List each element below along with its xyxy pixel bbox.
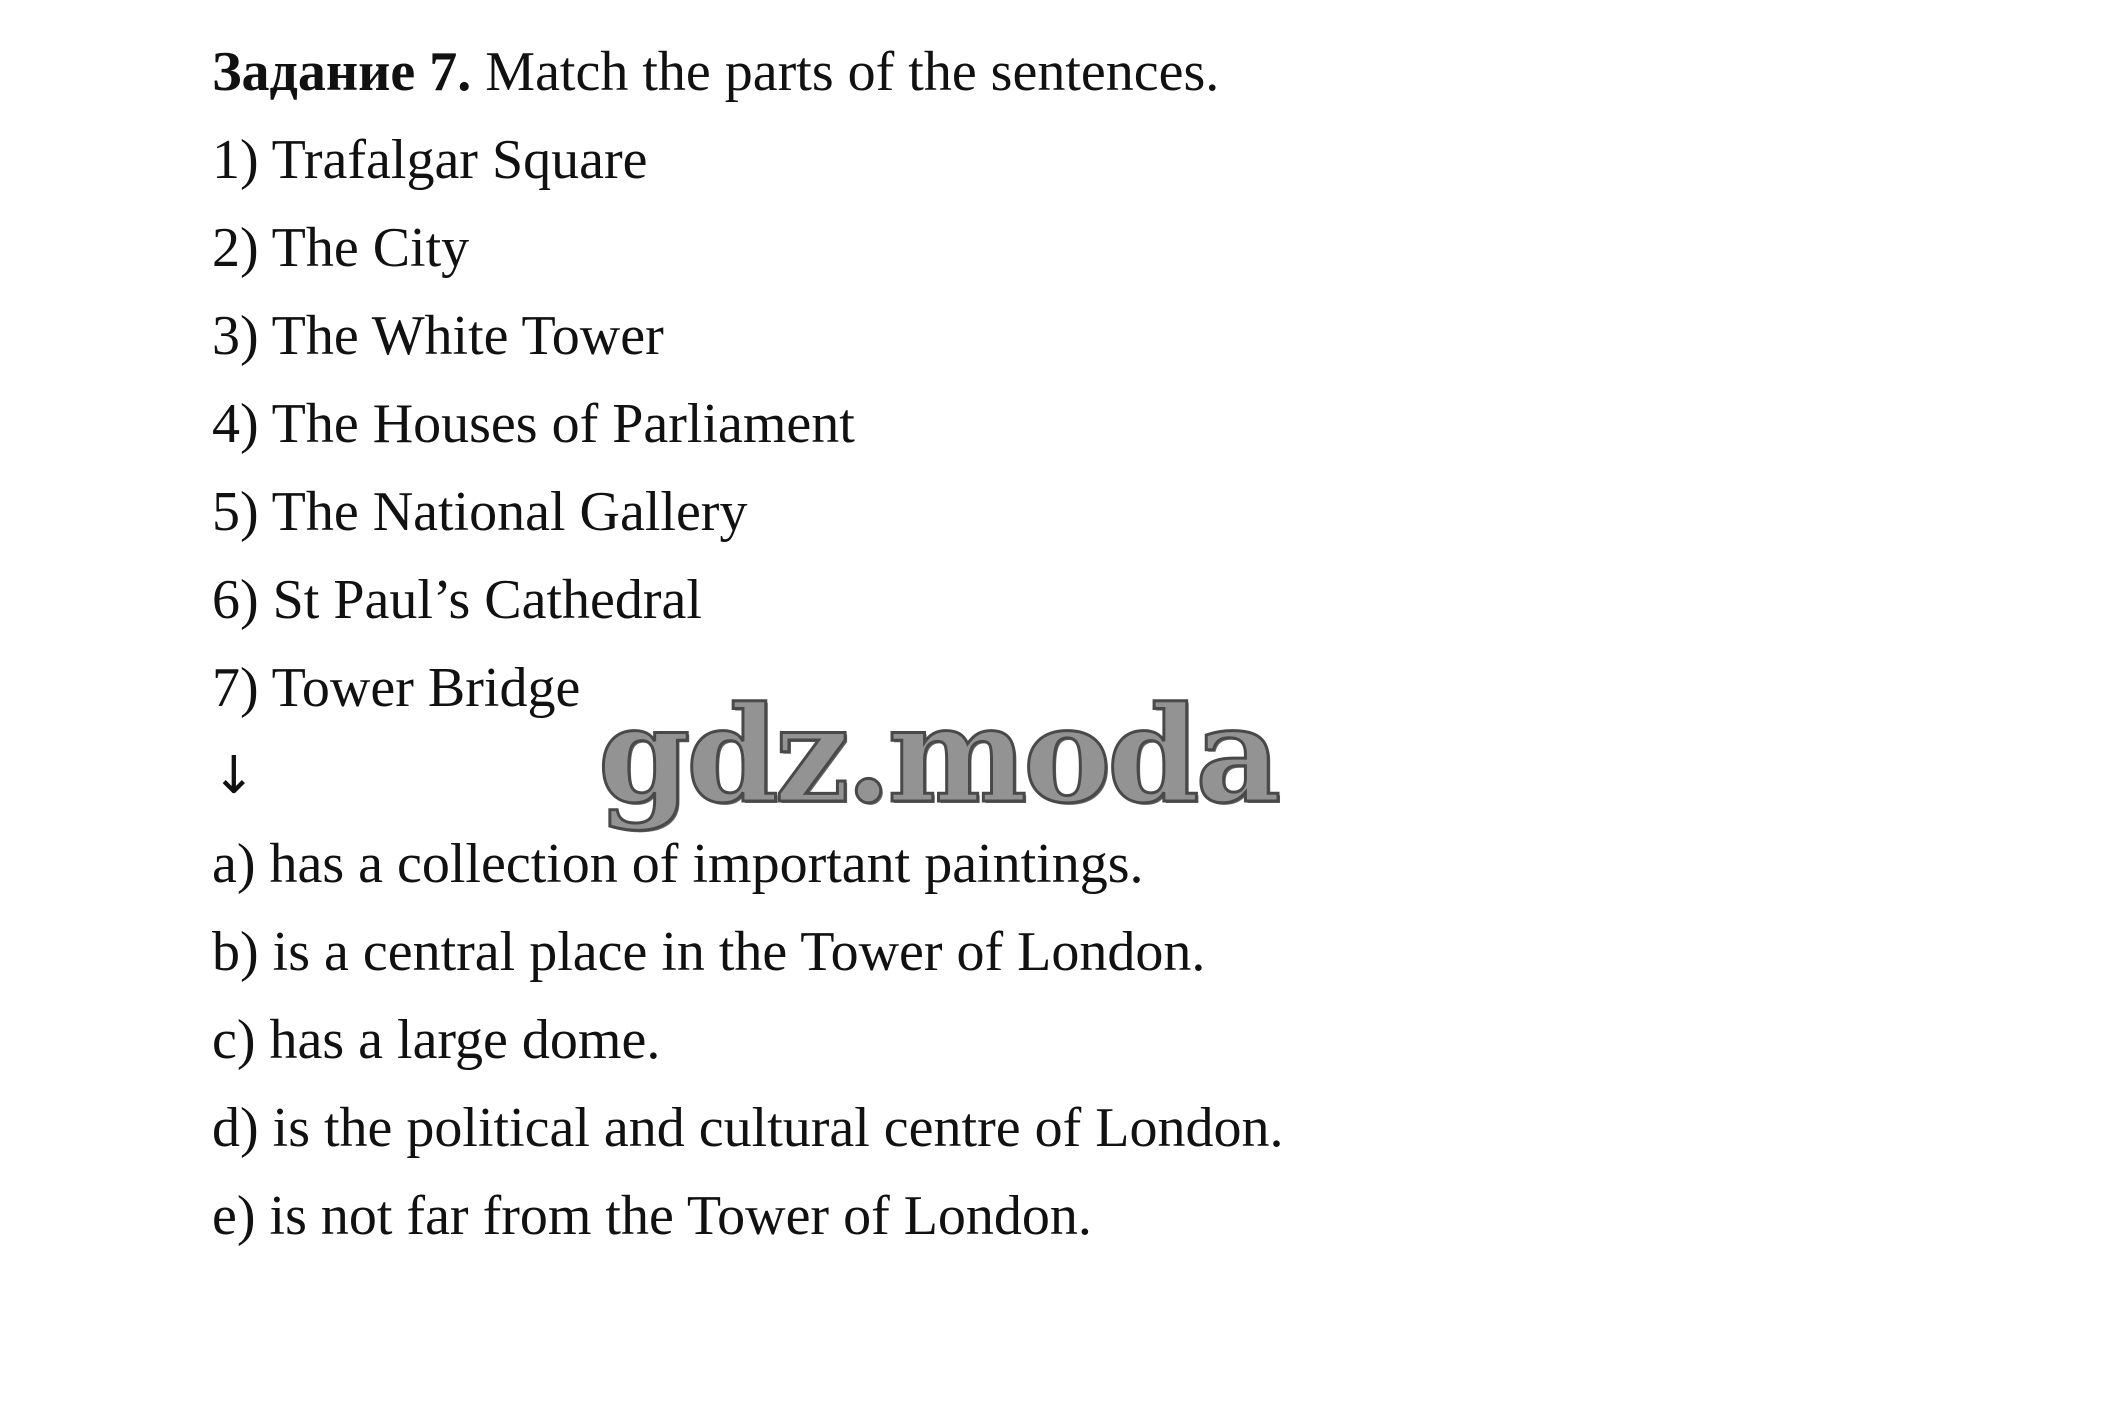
left-item-4: 4) The Houses of Parliament (212, 393, 855, 455)
left-item-1: 1) Trafalgar Square (212, 129, 648, 191)
right-item-d: d) is the political and cultural centre of London. (212, 1097, 1284, 1159)
right-item-a: a) has a collection of important paintings. (212, 833, 1144, 895)
watermark-logo: gdz.moda (598, 678, 1278, 833)
task-heading (212, 28, 1912, 116)
left-item-2: 2) The City (212, 217, 470, 279)
task-label: Задание 7. (212, 41, 472, 103)
left-item-6: 6) St Paul’s Cathedral (212, 569, 702, 631)
right-item-b: b) is a central place in the Tower of London. (212, 921, 1206, 983)
left-item-3: 3) The White Tower (212, 305, 664, 367)
worksheet (212, 28, 1912, 1260)
right-item-e: e) is not far from the Tower of London. (212, 1185, 1092, 1247)
left-item-7: 7) Tower Bridge (212, 657, 581, 719)
task-instruction: Match the parts of the sentences. (471, 41, 1220, 103)
down-arrow-icon: ↓ (212, 746, 256, 806)
left-item-5: 5) The National Gallery (212, 481, 748, 543)
right-item-c: c) has a large dome. (212, 1009, 661, 1071)
